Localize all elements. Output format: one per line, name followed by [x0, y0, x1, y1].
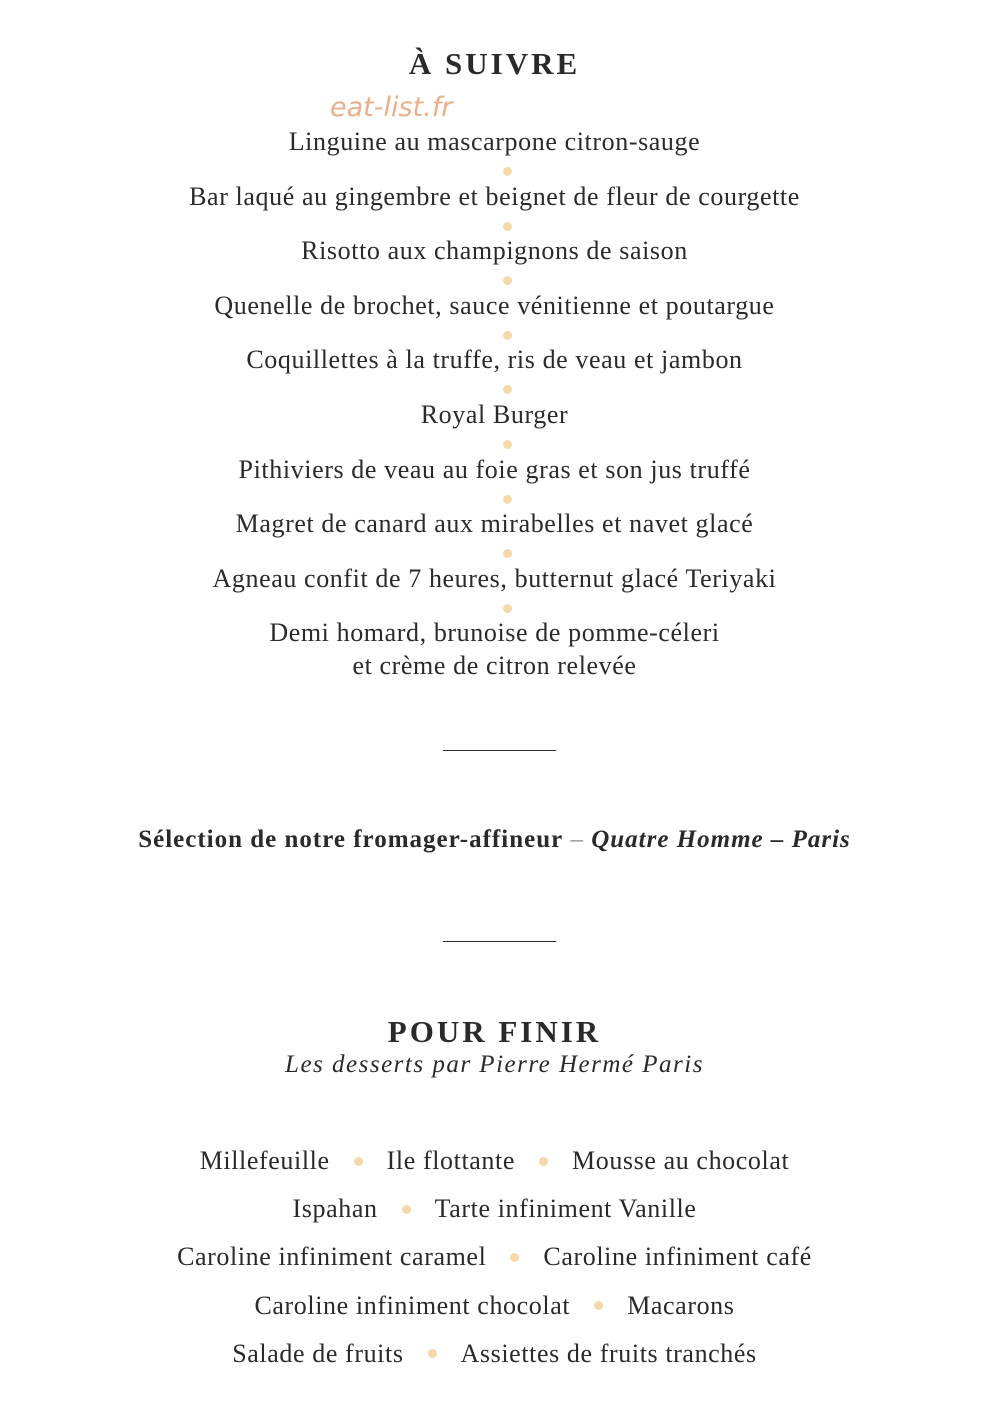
separator-dot [503, 440, 512, 449]
divider-rule [443, 750, 556, 751]
watermark-logo: eat-list.fr [330, 92, 453, 123]
section-subtitle-desserts: Les desserts par Pierre Hermé Paris [285, 1051, 704, 1078]
dish-item: Linguine au mascarpone citron-sauge [288, 127, 701, 156]
separator-dot [503, 385, 512, 394]
divider-rule [443, 941, 556, 942]
dessert-item: Tarte infiniment Vanille [434, 1194, 697, 1224]
dish-item: Quenelle de brochet, sauce vénitienne et poutargue [214, 290, 775, 320]
section-title-a-suivre: À SUIVRE [408, 46, 581, 81]
dessert-item: Caroline infiniment caramel [177, 1242, 487, 1272]
dish-item: Risotto aux champignons de saison [301, 236, 688, 266]
dessert-item: Mousse au chocolat [572, 1146, 790, 1175]
separator-dot [354, 1157, 363, 1166]
cheese-label: Sélection de notre fromager-affineur [138, 826, 564, 853]
dessert-item: Ispahan [292, 1194, 378, 1224]
dish-item: Pithiviers de veau au foie gras et son jus truffé [238, 454, 751, 484]
dessert-item: Macarons [627, 1290, 735, 1320]
separator-dot [510, 1253, 519, 1262]
separator-dot [503, 331, 512, 340]
dish-item: Coquillettes à la truffe, ris de veau et jambon [246, 345, 743, 375]
dish-item: et crème de citron relevée [352, 651, 637, 681]
dish-item: Royal Burger [420, 400, 569, 429]
dessert-row [0, 1146, 989, 1176]
cheese-supplier: Quatre Homme – Paris [591, 826, 851, 853]
dessert-row [0, 1194, 989, 1224]
dessert-row [0, 1339, 989, 1369]
separator-dot [503, 549, 512, 558]
dish-item: Agneau confit de 7 heures, butternut glacé Teriyaki [212, 563, 777, 593]
dessert-row [0, 1291, 989, 1321]
dessert-item: Assiettes de fruits tranchés [460, 1338, 757, 1368]
separator-dot [503, 167, 512, 176]
cheese-separator: – [570, 826, 584, 853]
separator-dot [428, 1349, 437, 1358]
dessert-item: Caroline infiniment chocolat [254, 1290, 571, 1320]
dish-item: Magret de canard aux mirabelles et navet glacé [235, 509, 754, 539]
cheese-selection [0, 826, 989, 854]
dessert-row [0, 1242, 989, 1272]
dish-item: Bar laqué au gingembre et beignet de fleur de courgette [189, 181, 800, 211]
dessert-item: Ile flottante [386, 1146, 515, 1175]
dessert-item: Caroline infiniment café [543, 1242, 812, 1272]
separator-dot [503, 276, 512, 285]
separator-dot [594, 1301, 603, 1310]
separator-dot [503, 495, 512, 504]
dessert-item: Salade de fruits [232, 1338, 404, 1368]
separator-dot [503, 604, 512, 613]
dish-item: Demi homard, brunoise de pomme-céleri [269, 618, 720, 648]
separator-dot [402, 1205, 411, 1214]
section-title-pour-finir: POUR FINIR [387, 1014, 602, 1049]
separator-dot [503, 222, 512, 231]
dessert-item: Millefeuille [199, 1146, 330, 1175]
separator-dot [539, 1157, 548, 1166]
